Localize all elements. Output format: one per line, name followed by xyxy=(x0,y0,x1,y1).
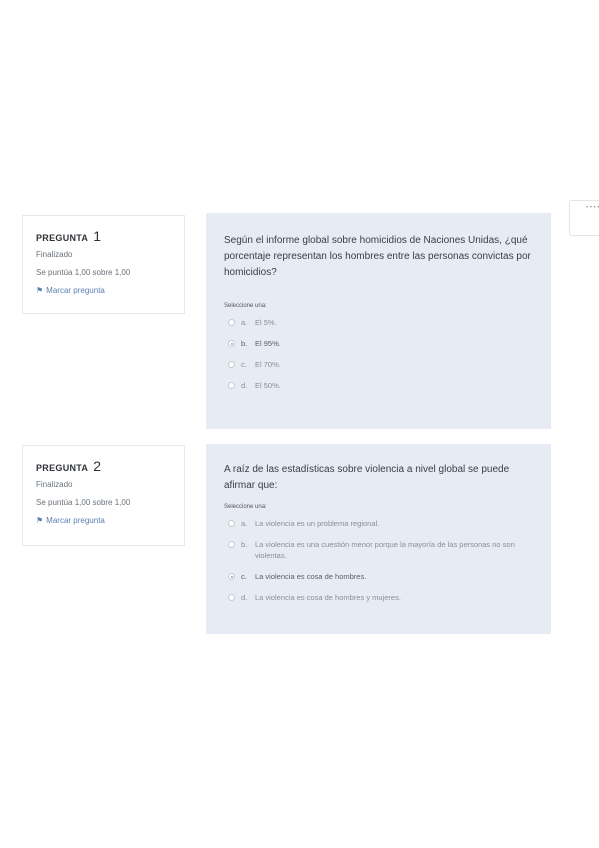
answer-list xyxy=(224,518,535,603)
answer-option-a[interactable] xyxy=(224,518,535,529)
answer-option-b[interactable] xyxy=(224,539,535,561)
radio-button[interactable] xyxy=(228,319,235,326)
option-letter: a. xyxy=(241,519,248,528)
question-text: Según el informe global sobre homicidios de Naciones Unidas, ¿qué porcentaje representan los hombres entre las personas convictas por homicidios? xyxy=(224,235,531,278)
question-label: PREGUNTA xyxy=(36,233,89,243)
flag-icon: ⚑ xyxy=(36,516,44,525)
option-letter: a. xyxy=(241,318,248,327)
option-text: La violencia es cosa de hombres y mujeres. xyxy=(255,593,401,602)
question-number-row xyxy=(36,228,184,244)
radio-button[interactable] xyxy=(228,520,235,527)
question-number: 2 xyxy=(93,458,102,474)
flag-question-link[interactable] xyxy=(36,516,184,525)
answer-prompt: Seleccione una: xyxy=(224,504,267,510)
option-letter: d. xyxy=(241,381,248,390)
question-grade: Se puntúa 1,00 sobre 1,00 xyxy=(36,498,131,507)
flag-icon: ⚑ xyxy=(36,286,44,295)
radio-button[interactable] xyxy=(228,594,235,601)
question-content-1 xyxy=(206,213,551,429)
option-text: El 95%. xyxy=(255,339,281,348)
question-text: A raíz de las estadísticas sobre violencia a nivel global se puede afirmar que: xyxy=(224,464,510,491)
side-drawer-tab[interactable] xyxy=(569,200,599,236)
option-text: La violencia es un problema regional. xyxy=(255,519,380,528)
question-grade: Se puntúa 1,00 sobre 1,00 xyxy=(36,268,131,277)
answer-option-c[interactable] xyxy=(224,359,535,370)
option-text: La violencia es una cuestión menor porque la mayoría de las personas no son violentas. xyxy=(255,540,515,560)
flag-question-link[interactable] xyxy=(36,286,184,295)
radio-button[interactable] xyxy=(228,382,235,389)
flag-question-label: Marcar pregunta xyxy=(46,286,105,295)
answer-option-a[interactable] xyxy=(224,317,535,328)
answer-option-b[interactable] xyxy=(224,338,535,349)
option-letter: d. xyxy=(241,593,248,602)
radio-button-checked[interactable] xyxy=(228,340,235,347)
option-text: El 50%. xyxy=(255,381,281,390)
option-text: El 70%. xyxy=(255,360,281,369)
question-content-2 xyxy=(206,444,551,634)
option-text: La violencia es cosa de hombres. xyxy=(255,572,367,581)
question-label: PREGUNTA xyxy=(36,463,89,473)
option-letter: b. xyxy=(241,540,248,549)
option-letter: b. xyxy=(241,339,248,348)
ellipsis-icon: • • • • xyxy=(586,205,599,211)
question-state: Finalizado xyxy=(36,250,73,259)
flag-question-label: Marcar pregunta xyxy=(46,516,105,525)
option-letter: c. xyxy=(241,360,247,369)
question-number: 1 xyxy=(93,228,102,244)
option-text: El 5%. xyxy=(255,318,277,327)
option-letter: c. xyxy=(241,572,247,581)
radio-button-checked[interactable] xyxy=(228,573,235,580)
question-number-row xyxy=(36,458,184,474)
answer-list xyxy=(224,317,535,391)
question-state: Finalizado xyxy=(36,480,73,489)
radio-button[interactable] xyxy=(228,541,235,548)
answer-option-d[interactable] xyxy=(224,380,535,391)
radio-button[interactable] xyxy=(228,361,235,368)
question-info-1 xyxy=(22,215,185,314)
question-info-2 xyxy=(22,445,185,546)
answer-option-c[interactable] xyxy=(224,571,535,582)
answer-option-d[interactable] xyxy=(224,592,535,603)
answer-prompt: Seleccione una: xyxy=(224,303,267,309)
